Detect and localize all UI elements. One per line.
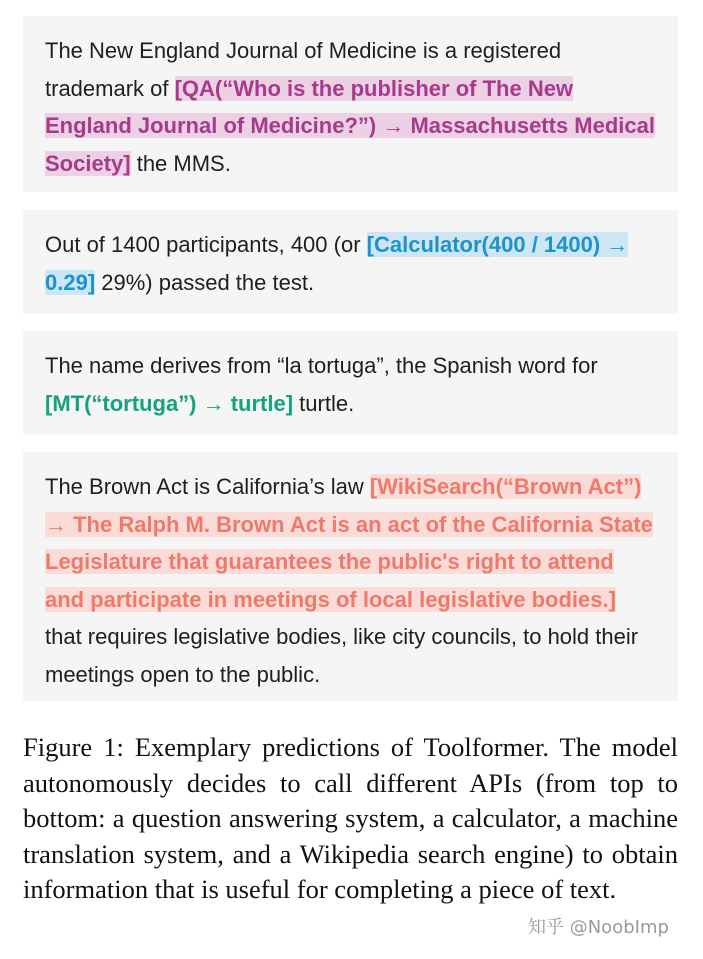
figure-caption: Figure 1: Exemplary predictions of Toolformer. The model autonomously decides to call different APIs (from top to bottom: a question answering system, a calculator, a machine translation system, and a Wikipedia search engine) to obtain information that is useful for completing a piece of text. — [23, 732, 678, 905]
example-text-after: 29%) passed the test. — [95, 269, 315, 295]
example-box-wikisearch — [23, 452, 678, 701]
api-call-qa: [QA(“Who is the publisher of The New England Journal of Medicine?”) → Massachusetts Medical Society] — [45, 75, 656, 176]
example-box-qa — [23, 16, 678, 192]
example-text-after: turtle. — [293, 390, 355, 416]
example-box-calculator — [23, 210, 678, 314]
example-box-mt — [23, 331, 678, 435]
watermark: 知乎 @NoobImp — [528, 917, 669, 938]
example-text-before: Out of 1400 participants, 400 (or — [45, 232, 367, 257]
example-text-before: The Brown Act is California’s law — [45, 474, 370, 499]
api-call-mt: [MT(“tortuga”) → turtle] — [45, 390, 294, 416]
example-text-after: the MMS. — [130, 150, 231, 176]
example-text-before: The New England Journal of Medicine is a registered trademark of — [45, 38, 562, 101]
api-call-calculator: [Calculator(400 / 1400) → 0.29] — [45, 232, 629, 295]
example-text-before: The name derives from “la tortuga”, the Spanish word for — [45, 353, 598, 378]
example-text-after: that requires legislative bodies, like city councils, to hold their meetings open to the public. — [45, 624, 639, 687]
api-call-wikisearch: [WikiSearch(“Brown Act”) → The Ralph M. Brown Act is an act of the California State Legislature that guarantees the public's right to attend and participate in meetings of local legislative bodies.] — [45, 474, 653, 612]
